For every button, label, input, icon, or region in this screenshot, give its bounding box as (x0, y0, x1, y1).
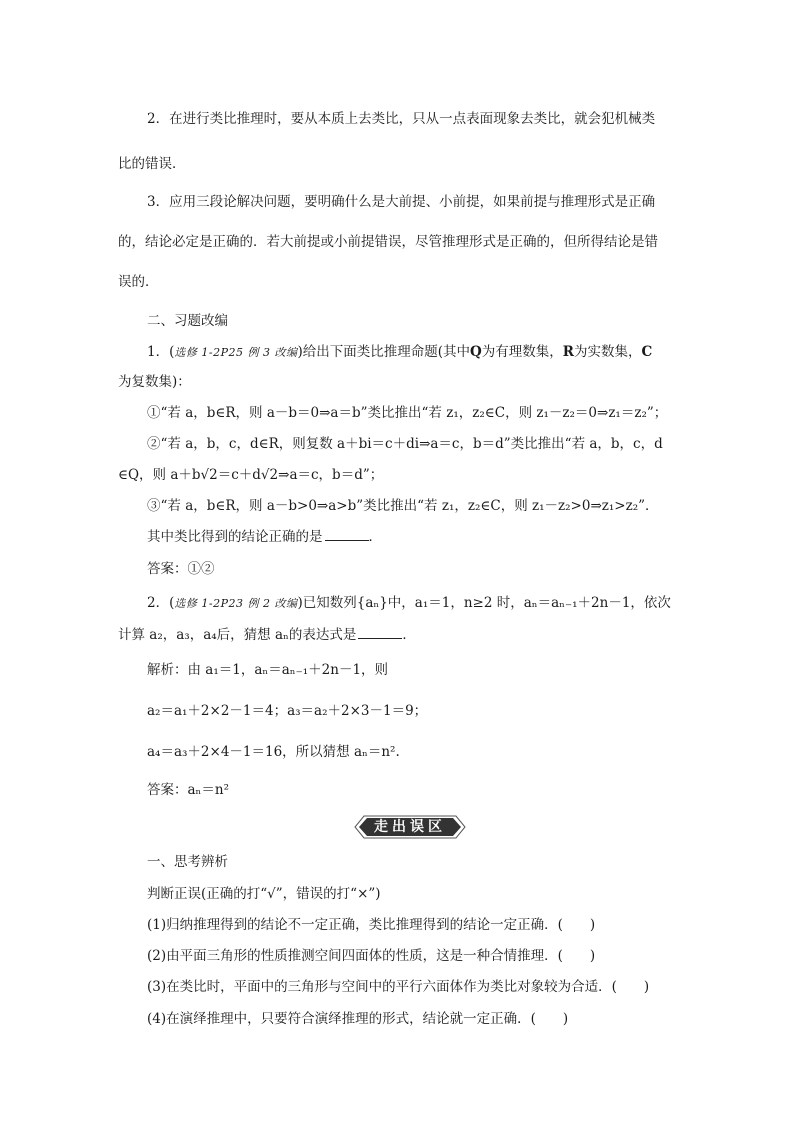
note-2-line-2: 比的错误． (118, 156, 186, 172)
problem-2-solution-3: a₄＝a₃＋2×4－1＝16，所以猜想 aₙ＝n². (147, 744, 400, 760)
problem-2-stem-a-text: )已知数列{aₙ}中，a₁＝1，n≥2 时，aₙ＝aₙ₋₁＋2n－1，依次 (297, 595, 671, 611)
judgement-item-1: (1)归纳推理得到的结论不一定正确，类比推理得到的结论一定正确．( ) (147, 917, 596, 933)
problem-1-intro (147, 343, 652, 362)
set-R: R (562, 344, 575, 360)
problem-1-answer (147, 560, 215, 578)
problem-2-stem-period: ． (402, 627, 416, 643)
problem-1-question-text: 其中类比得到的结论正确的是 (147, 529, 323, 545)
problem-2-answer-value: aₙ＝n² (187, 782, 229, 798)
judgement-item-2: (2)由平面三角形的性质推测空间四面体的性质，这是一种合情推理．( ) (147, 948, 596, 964)
problem-2-reference: 选修 1-2P23 例 2 改编 (174, 597, 298, 610)
note-3-text-a: 应用三段论解决问题，要明确什么是大前提、小前提，如果前提与推理形式是正确 (169, 194, 656, 210)
problem-1-intro-b: 为有理数集， (481, 344, 563, 360)
problem-1-item-3: ③“若 a，b∈R，则 a－b>0⇒a>b”类比推出“若 z₁，z₂∈C，则 z₁－z₂>0⇒z₁>z₂”． (147, 498, 659, 514)
judgement-item-4: (4)在演绎推理中，只要符合演绎推理的形式，结论就一定正确．( ) (147, 1011, 569, 1027)
note-2-text-a: 在进行类比推理时，要从本质上去类比，只从一点表面现象去类比，就会犯机械类 (169, 111, 656, 127)
section-heading-exercises: 二、习题改编 (147, 313, 228, 329)
judgement-item-3: (3)在类比时，平面中的三角形与空间中的平行六面体作为类比对象较为合适．( ) (147, 979, 650, 995)
problem-1-intro-end: 为复数集)： (118, 374, 191, 390)
answer-blank-2 (358, 626, 402, 639)
note-2-line-1 (147, 110, 655, 128)
problem-1-reference: 选修 1-2P25 例 3 改编 (174, 346, 298, 359)
banner-label: 走出误区 (374, 819, 446, 835)
set-C: C (641, 344, 653, 360)
problem-2-stem-a (147, 594, 671, 613)
problem-2-answer (147, 781, 229, 799)
note-2-number: 2． (147, 111, 170, 127)
section-heading-think: 一、思考辨析 (147, 854, 228, 870)
problem-1-answer-label: 答案： (147, 561, 188, 577)
problem-2-answer-label: 答案： (147, 782, 188, 798)
problem-2-solution-label: 解析： (147, 662, 188, 678)
problem-2-stem-b (118, 626, 416, 644)
problem-2-solution-1-text: 由 a₁＝1，aₙ＝aₙ₋₁＋2n－1，则 (187, 662, 389, 678)
problem-2-solution-2: a₂＝a₁＋2×2－1＝4；a₃＝a₂＋2×3－1＝9； (147, 703, 428, 719)
problem-2-number: 2．( (147, 595, 175, 611)
problem-1-number: 1．( (147, 344, 175, 360)
problem-1-intro-a: )给出下面类比推理命题(其中 (297, 344, 471, 360)
answer-blank (325, 528, 369, 541)
note-3-number: 3． (147, 194, 170, 210)
problem-1-item-1: ①“若 a，b∈R，则 a－b＝0⇒a＝b”类比推出“若 z₁，z₂∈C，则 z₁－z₂＝0⇒z₁＝z₂”； (147, 405, 668, 421)
problem-1-item-2-a: ②“若 a，b，c，d∈R，则复数 a＋bi＝c＋di⇒a＝c，b＝d”类比推出“若 a，b，c，d (147, 436, 663, 452)
judgement-instruction: 判断正误(正确的打“√”，错误的打“×”) (147, 886, 381, 902)
problem-1-question (147, 528, 382, 546)
problem-2-stem-b-text: 计算 a₂，a₃，a₄后，猜想 aₙ的表达式是 (118, 627, 357, 643)
problem-1-question-period: ． (368, 529, 382, 545)
problem-1-item-2-b: ∈Q，则 a＋b√2＝c＋d√2⇒a＝c，b＝d”； (118, 467, 384, 483)
set-Q: Q (470, 344, 482, 360)
note-3-line-3: 误的． (118, 274, 159, 290)
note-3-line-1 (147, 193, 655, 211)
problem-1-intro-c: 为实数集， (574, 344, 642, 360)
problem-2-solution-1 (147, 661, 388, 679)
section-banner (354, 815, 466, 839)
problem-1-answer-value: ①② (187, 561, 215, 577)
note-3-line-2: 的，结论必定是正确的．若大前提或小前提错误，尽管推理形式是正确的，但所得结论是错 (118, 234, 658, 250)
